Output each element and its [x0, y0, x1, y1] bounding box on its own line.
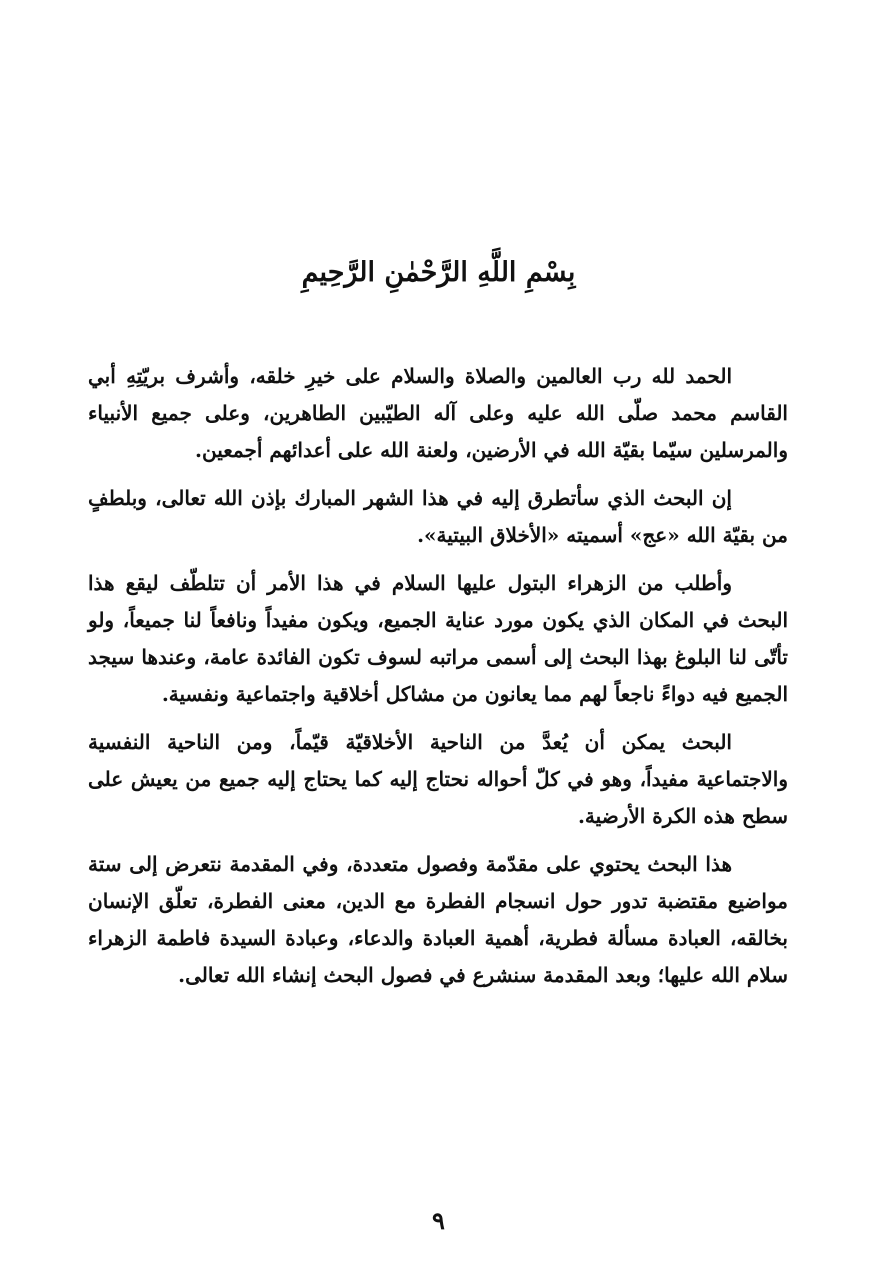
paragraph-research-title: إن البحث الذي سأتطرق إليه في هذا الشهر المبارك بإذن الله تعالى، وبلطفٍ من بقيّة الله «عج» أسميته «الأخلاق البيتية». [88, 486, 788, 547]
paragraph-importance: البحث يمكن أن يُعدَّ من الناحية الأخلاقيّة قيّماً، ومن الناحية النفسية والاجتماعية مفيداً، وهو في كلّ أحواله نحتاج إليه كما يحتاج إليه جميع من يعيش على سطح هذه الكرة الأرضية. [88, 730, 788, 828]
paragraph-opening-praise: الحمد لله رب العالمين والصلاة والسلام على خيرِ خلقه، وأشرف بريّتِهِ أبي القاسم محمد صلّى الله عليه وعلى آله الطيّبين الطاهرين، وعلى جميع الأنبياء والمرسلين سيّما بقيّة الله في الأرضين، ولعنة الله على أعدائهم أجمعين. [88, 364, 788, 462]
body-text [88, 358, 788, 1005]
page-number: ٩ [432, 1206, 445, 1235]
paragraph-request: وأطلب من الزهراء البتول عليها السلام في هذا الأمر أن تتلطّف ليقع هذا البحث في المكان الذي يكون مورد عناية الجميع، ويكون مفيداً ونافعاً لنا جميعاً، ولو تأتّى لنا البلوغ بهذا البحث إلى أسمى مراتبه لسوف تكون الفائدة عامة، وعندها سيجد الجميع فيه دواءً ناجعاً لهم مما يعانون من مشاكل أخلاقية واجتماعية ونفسية. [88, 571, 788, 706]
paragraph-contents: هذا البحث يحتوي على مقدّمة وفصول متعددة، وفي المقدمة نتعرض إلى ستة مواضيع مقتضبة تدور حول انسجام الفطرة مع الدين، معنى الفطرة، تعلّق الإنسان بخالقه، العبادة مسألة فطرية، أهمية العبادة والدعاء، وعبادة السيدة فاطمة الزهراء سلام الله عليها؛ وبعد المقدمة سنشرع في فصول البحث إنشاء الله تعالى. [88, 852, 788, 987]
basmala-heading: بِسْمِ اللَّهِ الرَّحْمٰنِ الرَّحِيمِ [301, 257, 576, 288]
